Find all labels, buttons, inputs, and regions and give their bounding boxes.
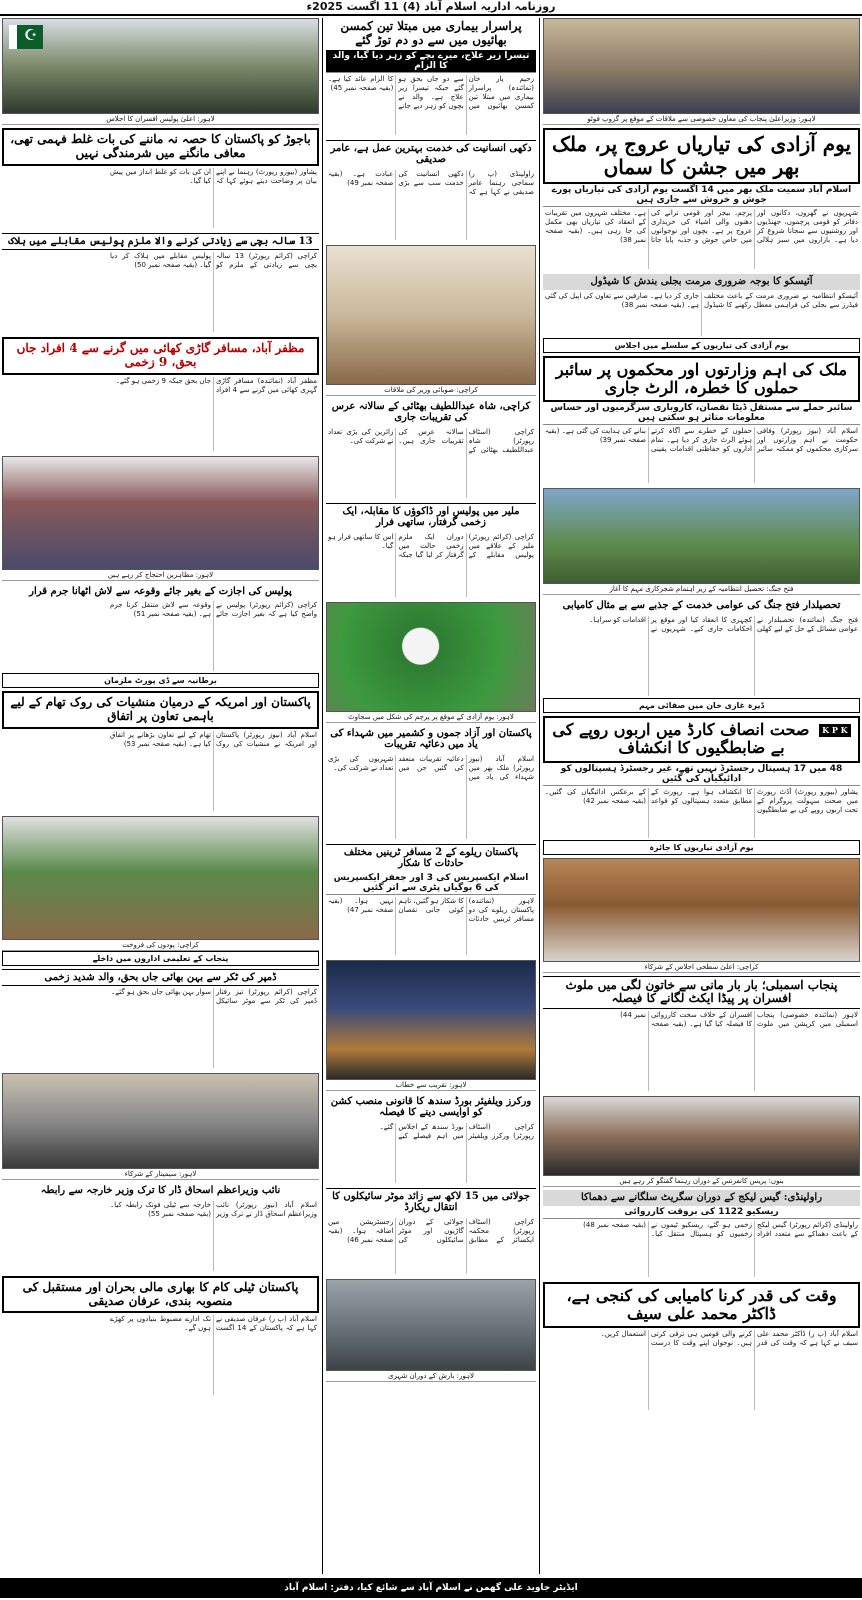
headline: ملیر میں پولیس اور ڈاکوؤں کا مقابلہ، ایک زخمی گرفتار، ساتھی فرار — [326, 503, 536, 531]
office-meeting-photo — [326, 245, 536, 385]
headline — [543, 716, 860, 763]
headline: راولپنڈی: گیس لیکج کے دوران سگریٹ سلگانے سے دھماکا — [543, 1190, 860, 1206]
left-column — [2, 18, 319, 1574]
headline: 13 سالہ بچی سے زیادتی کرنے والا ملزم پولیس مقابلے میں ہلاک — [2, 233, 319, 251]
photo-caption: لاہور: سیمینار کے شرکاء — [2, 1169, 319, 1180]
mid-photo-1-block — [326, 245, 536, 396]
deck: ریسکیو 1122 کی بروقت کارروائی — [543, 1206, 860, 1219]
left-photo-3-block — [2, 816, 319, 966]
story-pak-us — [2, 691, 319, 813]
headline: ڈمپر کی ٹکر سے بہن بھائی جاں بحق، والد شدید زخمی — [2, 969, 319, 987]
flag-decoration-photo — [326, 602, 536, 712]
seminar-photo — [2, 1073, 319, 1169]
story-ishaq-dar — [2, 1183, 319, 1273]
story-irfan-siddiqui — [2, 1276, 319, 1398]
headline: یوم آزادی کی تیاریاں عروج پر، ملک بھر میں جشن کا سماں — [543, 128, 860, 184]
article-body: اسلام آباد (پ ر) عرفان صدیقی نے کہا ہے کہ پاکستان کے 14 اگست تک ادارے مضبوط بنیادوں پر کھڑے ہوں گے۔ — [110, 1315, 318, 1333]
article-body: لاہور (نمائندہ خصوصی) پنجاب اسمبلی میں کرپشن میں ملوث افسران کے خلاف سخت کارروائی کا فیصلہ کیا گیا ہے۔ (بقیہ صفحہ نمبر 44) — [620, 1011, 858, 1029]
story-urs — [326, 399, 536, 500]
photo-caption: بنوں: پریس کانفرنس کے دوران رہنما گفتگو کر رہے ہیں — [543, 1176, 860, 1187]
headline: ورکرز ویلفیئر بورڈ سندھ کا قانونی منصب کشن کو اوایسی دینے کا فیصلہ — [330, 1095, 532, 1119]
photo-caption: کراچی: اعلیٰ سطحی اجلاس کے شرکاء — [543, 962, 860, 973]
headline: پاکستان ریلوے کے 2 مسافر ٹرینیں مختلف حادثات کا شکار — [326, 844, 536, 872]
article-body: اسلام آباد (نیوز رپورٹر) ملک بھر میں شہداء کی یاد میں دعائیہ تقریبات منعقد کی گئیں جن میں شہریوں کی بڑی تعداد نے شرکت کی۔ — [328, 754, 534, 781]
photo-caption: لاہور: اعلیٰ پولیس افسران کا اجلاس — [2, 114, 319, 125]
imprint-footer: ایڈیٹر جاوید علی گھمن نے اسلام آباد سے شائع کیا، دفتر: اسلام آباد — [0, 1578, 862, 1598]
story-rape-suspect — [2, 233, 319, 335]
story-workers-welfare — [326, 1094, 536, 1185]
article-body: اسلام آباد (نیوز رپورٹر) نائب وزیراعظم اسحاق ڈار نے ترک وزیر خارجہ سے ٹیلی فونک رابطہ کیا۔ (بقیہ صفحہ نمبر 55) — [110, 1200, 317, 1218]
article-body: پشاور (بیورو رپورٹ) رہنما نے اپنے بیان پر وضاحت دیتے ہوئے کہا کہ ان کی بات کو غلط انداز میں پیش کیا گیا۔ — [110, 167, 317, 185]
meeting-hall-photo — [543, 858, 860, 962]
headline: کراچی، شاہ عبداللطیف بھٹائی کے سالانہ عرس کی تقریبات جاری — [331, 400, 531, 424]
right-column — [543, 18, 860, 1574]
info-box: ڈیرہ غازی خان میں صفائی مہم — [543, 698, 860, 713]
story-bajaur — [2, 128, 319, 230]
headline: تحصیلدار فتح جنگ کی عوامی خدمت کے جذبے سے بے مثال کامیابی — [562, 600, 841, 612]
right-photo-2-block — [543, 488, 860, 595]
left-photo-2-block — [2, 456, 319, 581]
headline: پولیس کی اجازت کے بغیر جائے وقوعہ سے لاش اٹھانا جرم قرار — [29, 585, 292, 597]
deck: 48 میں 17 ہسپتال رجسٹرڈ نہیں تھے، غیر رجسٹرڈ ہسپتالوں کو ادائیگیاں کی گئیں — [543, 763, 860, 786]
story-motorcycles — [326, 1188, 536, 1276]
left-photo-1-block — [2, 18, 319, 125]
photo-caption: لاہور: تقریب سے خطاب — [326, 1080, 536, 1091]
right-photo-1-block — [543, 18, 860, 125]
story-iesco — [543, 274, 860, 353]
story-sehat-card — [543, 716, 860, 855]
story-malir-encounter — [326, 503, 536, 599]
column-rule-left — [322, 18, 323, 1574]
rally-photo — [326, 960, 536, 1080]
story-mysterious-illness — [326, 18, 536, 137]
article-body: شہریوں نے گھروں، دکانوں اور دفاتر کو قومی پرچموں، جھنڈیوں اور روشنیوں سے سجانا شروع کر دیا ہے۔ بازاروں میں سبز ہلالی پرچم، بیجز اور قومی ترانے کی دھنوں والی اشیاء کی خریداری عروج پر ہے۔ بچوں اور نوجوانوں میں خاص جوش و جذبہ پایا جاتا ہے۔ مختلف شہروں میں تقریبات کے انعقاد کی تیاریاں بھی مکمل کی جا رہی ہیں۔ (بقیہ صفحہ نمبر 38) — [545, 209, 858, 244]
headline: پراسرار بیماری میں مبتلا تین کمسن بھائیوں میں سے دو دم توڑ گئے — [340, 19, 522, 47]
article-body: اسلام آباد (نیوز رپورٹر) پاکستان اور امریکہ نے منشیات کی روک تھام کے لیے تعاون بڑھانے پر اتفاق کیا ہے۔ (بقیہ صفحہ نمبر 53) — [110, 730, 317, 748]
mid-photo-4-block — [326, 1279, 536, 1382]
headline: جولائی میں 15 لاکھ سے زائد موٹر سائیکلوں کا انتقال ریکارڈ — [326, 1188, 536, 1216]
article-body: کراچی (اسٹاف رپورٹر) ورکرز ویلفیئر بورڈ سندھ کے اجلاس میں اہم فیصلے کیے گئے۔ — [379, 1122, 534, 1140]
masthead: روزنامہ اداریہ اسلام آباد (4) 11 اگست 2025ء — [306, 0, 556, 13]
article-body: کراچی (اسٹاف رپورٹر) شاہ عبداللطیف بھٹائی کے سالانہ عرس کی تقریبات جاری ہیں۔ زائرین کی بڑی تعداد نے شرکت کی۔ — [328, 427, 534, 454]
info-box: یوم آزادی تیاریوں کا جائزہ — [543, 840, 860, 855]
article-body: فتح جنگ (نمائندہ) تحصیلدار نے عوامی مسائل کے حل کے لیے کھلی کچہری کا انعقاد کیا اور موقع پر احکامات جاری کیے۔ شہریوں نے اقدامات کو سراہا۔ — [589, 615, 858, 633]
headline: مظفر آباد، مسافر گاڑی کھائی میں گرنے سے 4 افراد جاں بحق، 9 زخمی — [2, 337, 319, 375]
police-meeting-photo — [2, 18, 319, 114]
mid-photo-2-block — [326, 602, 536, 723]
article-body: آئیسکو انتظامیہ نے ضروری مرمت کے باعث مختلف فیڈرز سے بجلی کی فراہمی معطل رکھنے کا شیڈول جاری کر دیا ہے۔ صارفین سے تعاون کی اپیل کی گئی ہے۔ (بقیہ صفحہ نمبر 38) — [545, 291, 858, 309]
article-body: اسلام آباد (نیوز رپورٹر) وفاقی حکومت نے اہم وزارتوں اور سرکاری محکموں کو ممکنہ سائبر حملوں کے خطرے سے آگاہ کرتے ہوئے الرٹ جاری کر دیا ہے۔ تمام اداروں کو حفاظتی اقدامات یقینی بنانے کی ہدایت کی گئی ہے۔ (بقیہ صفحہ نمبر 39) — [545, 427, 858, 454]
story-martyrs-prayers — [326, 726, 536, 841]
story-gas-explosion — [543, 1190, 860, 1279]
headline: پاکستان اور امریکہ کے درمیان منشیات کی روک تھام کے لیے باہمی تعاون پر اتفاق — [2, 691, 319, 729]
article-body: کراچی (اسٹاف رپورٹر) محکمہ ایکسائز کے مطابق جولائی کے دوران گاڑیوں اور موٹر سائیکلوں کی رجسٹریشن میں اضافہ ہوا۔ (بقیہ صفحہ نمبر 46) — [328, 1217, 534, 1244]
article-body: رحیم یار خان (نمائندہ) پراسرار بیماری میں مبتلا تین کمسن بھائیوں میں سے دو جاں بحق ہو گئے جبکہ تیسرا زیر علاج ہے۔ والد نے بچوں کو زہر دیے جانے کا الزام عائد کیا ہے۔ (بقیہ صفحہ نمبر 45) — [328, 74, 534, 110]
plants-photo — [2, 816, 319, 940]
story-time-value — [543, 1282, 860, 1413]
story-dumper — [2, 969, 319, 1071]
right-photo-4-block — [543, 1096, 860, 1187]
headline: پاکستان ٹیلی کام کا بھاری مالی بحران اور مستقبل کی منصوبہ بندی، عرفان صدیقی — [2, 1276, 319, 1314]
story-cyber-attack — [543, 356, 860, 486]
story-police-permission — [2, 584, 319, 689]
photo-caption: لاہور: مظاہرین احتجاج کر رہے ہیں — [2, 570, 319, 581]
story-service-humanity — [326, 140, 536, 242]
headline-text: صحت انصاف کارڈ میں اربوں روپے کی بے ضابطگیوں کا انکشاف — [552, 719, 810, 758]
right-photo-3-block — [543, 858, 860, 973]
headline: پاکستان اور آزاد جموں و کشمیر میں شہداء کی یاد میں دعائیہ تقریبات — [330, 727, 532, 751]
article-body: پشاور (بیورو رپورٹ) آڈٹ رپورٹ میں صحت سہولت پروگرام کے تحت اربوں روپے کی بے ضابطگیوں کا انکشاف ہوا ہے۔ رپورٹ کے مطابق متعدد ہسپتالوں کو قواعد کے برعکس ادائیگیاں کی گئیں۔ (بقیہ صفحہ نمبر 42) — [545, 787, 858, 814]
photo-caption: لاہور: یوم آزادی کے موقع پر پرچم کی شکل میں سجاوٹ — [326, 712, 536, 723]
story-independence-day — [543, 128, 860, 271]
deck: اسلام ایکسپریس کی 3 اور جعفر ایکسپریس کی 6 بوگیاں پٹری سے اتر گئیں — [326, 872, 536, 895]
article-body: اسلام آباد (پ ر) ڈاکٹر محمد علی سیف نے کہا ہے کہ وقت کی قدر کرنے والی قومیں ہی ترقی کرتی ہیں۔ نوجوان اپنے وقت کا درست استعمال کریں۔ — [600, 1330, 858, 1348]
headline: دکھی انسانیت کی خدمت بہترین عمل ہے، عامر صدیقی — [326, 140, 536, 168]
article-body: مظفر آباد (نمائندہ) مسافر گاڑی گہری کھائی میں گرنے سے 4 افراد جاں بحق جبکہ 9 زخمی ہو گئے۔ — [115, 376, 317, 394]
protest-photo — [2, 456, 319, 570]
headline: وقت کی قدر کرنا کامیابی کی کنجی ہے، ڈاکٹر محمد علی سیف — [543, 1282, 860, 1329]
photo-caption: لاہور: وزیراعلیٰ پنجاب کی معاون خصوصی سے ملاقات کے موقع پر گروپ فوٹو — [543, 114, 860, 125]
headline: نائب وزیراعظم اسحاق ڈار کا ترک وزیر خارجہ سے رابطہ — [40, 1185, 281, 1197]
masthead-rule — [0, 14, 862, 16]
press-conference-photo — [543, 1096, 860, 1176]
column-rule-right — [539, 18, 540, 1574]
left-photo-4-block — [2, 1073, 319, 1180]
mid-photo-3-block — [326, 960, 536, 1091]
story-punjab-assembly — [543, 976, 860, 1094]
meeting-photo — [543, 18, 860, 114]
headline: ملک کی اہم وزارتوں اور محکموں پر سائبر حملوں کا خطرہ، الرٹ جاری — [543, 356, 860, 403]
story-railway-accidents — [326, 844, 536, 957]
article-body: کراچی (کرائم رپورٹر) 13 سالہ بچی سے زیادتی کے ملزم کو پولیس مقابلے میں ہلاک کر دیا گیا۔ (بقیہ صفحہ نمبر 50) — [110, 252, 317, 270]
pakistan-flag-icon — [9, 25, 43, 49]
headline: پنجاب اسمبلی؛ بار بار مانی سے خاتون لگی میں ملوث افسران پر پیڈا ایکٹ لگانے کا فیصلہ — [543, 976, 860, 1010]
photo-caption: لاہور: بارش کے دوران شہری — [326, 1371, 536, 1382]
plantation-photo — [543, 488, 860, 584]
deck: سائبر حملے سے مستقل ڈیٹا نقصان، کاروباری سرگرمیوں اور حساس معلومات متاثر ہو سکتی ہیں — [543, 402, 860, 425]
article-body: کراچی (کرائم رپورٹر) تیز رفتار ڈمپر کی ٹکر سے موٹر سائیکل سوار بہن بھائی جاں بحق ہو گئے۔ — [111, 988, 317, 1006]
kpk-badge: K P K — [819, 724, 851, 737]
article-body: راولپنڈی (کرائم رپورٹر) گیس لیکج کے باعث دھماکے سے متعدد افراد زخمی ہو گئے، ریسکیو ٹیموں نے زخمیوں کو ہسپتال منتقل کیا۔ (بقیہ صفحہ نمبر 48) — [583, 1220, 858, 1238]
deck: تیسرا زیر علاج، میرے بچے کو زہر دیا گیا، والد کا الزام — [326, 50, 536, 73]
middle-column — [326, 18, 536, 1574]
article-body: کراچی (کرائم رپورٹر) پولیس نے واضح کیا ہے کہ بغیر اجازت جائے وقوعہ سے لاش منتقل کرنا جرم ہے۔ (بقیہ صفحہ نمبر 51) — [110, 601, 317, 619]
headline: باجوڑ کو پاکستان کا حصہ نہ ماننے کی بات غلط فہمی تھی، معافی مانگنے میں شرمندگی نہیں — [2, 128, 319, 166]
article-body: کراچی (کرائم رپورٹر) ملیر کے علاقے میں پولیس مقابلے کے دوران ایک ملزم زخمی حالت میں گرفتار کر لیا گیا جبکہ اس کا ساتھی فرار ہو گیا۔ — [328, 532, 534, 559]
headline: آئیسکو کا بوجہ ضروری مرمت بجلی بندش کا شیڈول — [543, 274, 860, 290]
info-box: پنجاب کے تعلیمی اداروں میں داخلے — [2, 951, 319, 966]
article-body: راولپنڈی (پ ر) سماجی رہنما عامر صدیقی نے کہا ہے کہ دکھی انسانیت کی خدمت سب سے بڑی عبادت ہے۔ (بقیہ صفحہ نمبر 49) — [328, 169, 534, 196]
article-body: لاہور (نمائندہ) پاکستان ریلوے کی دو مسافر ٹرینیں حادثات کا شکار ہو گئیں، تاہم کوئی جانی نقصان نہیں ہوا۔ (بقیہ صفحہ نمبر 47) — [328, 896, 534, 923]
info-box: یوم آزادی کی تیاریوں کے سلسلے میں اجلاس — [543, 338, 860, 353]
photo-caption: فتح جنگ: تحصیل انتظامیہ کے زیر اہتمام شجرکاری مہم کا آغاز — [543, 584, 860, 595]
photo-caption: کراچی: صوبائی وزیر کی ملاقات — [326, 385, 536, 396]
deck: اسلام آباد سمیت ملک بھر میں 14 اگست یوم آزادی کی تیاریاں پورے جوش و خروش سے جاری ہیں — [543, 184, 860, 207]
story-muzaffarabad-accident — [2, 337, 319, 453]
photo-caption: کراچی: پودوں کی فروخت — [2, 940, 319, 951]
rain-photo — [326, 1279, 536, 1371]
info-box: برطانیہ سے ڈی پورٹ ملزمان — [2, 673, 319, 688]
story-tehsildar — [543, 598, 860, 713]
